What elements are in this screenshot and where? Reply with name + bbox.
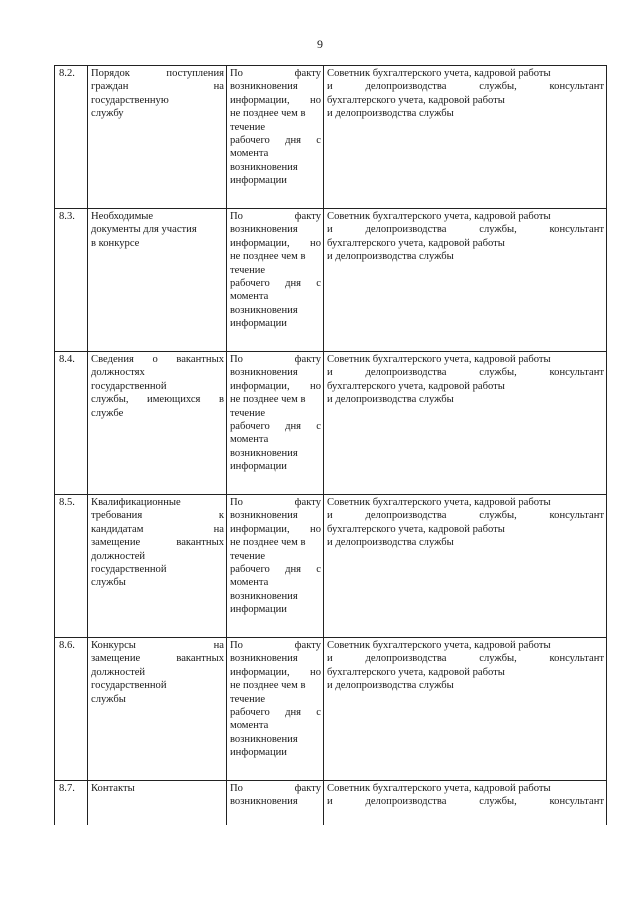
responsible-person [324,781,607,825]
publication-term-line: рабочего дня с [230,421,321,433]
publication-term-line: информации [230,461,287,473]
section-name-line: граждан на [91,81,224,93]
row-number: 8.4. [55,352,88,495]
responsible-person [324,495,607,638]
publication-term-line: не позднее чем в [230,251,306,263]
publication-term-line: возникновения [230,81,298,93]
publication-term-line: По факту [230,640,321,651]
section-name-line: Сведения о вакантных [91,354,224,365]
responsible-person-line: Советник бухгалтерского учета, кадровой работы [327,640,551,651]
publication-term-line: момента [230,434,269,446]
publication-term-line: информации, но [230,523,321,535]
responsible-person-line: и делопроизводства службы, консультант [327,510,604,522]
section-name [88,66,227,209]
table-row [55,209,607,352]
section-name-line: государственной [91,380,167,392]
responsible-person-line: и делопроизводства службы, консультант [327,367,604,379]
row-number: 8.2. [55,66,88,209]
publication-term-line: течение [230,407,266,419]
publication-term-line: течение [230,264,266,276]
table-row [55,781,607,825]
responsible-person-line: бухгалтерского учета, кадровой работы [327,380,505,392]
publication-term-line: информации [230,604,287,616]
publication-term-line: информации, но [230,666,321,678]
publication-term-line: возникновения [230,733,298,745]
publication-term-line: не позднее чем в [230,394,306,406]
publication-term-line: течение [230,550,266,562]
section-name-line: службы, имеющихся в [91,394,224,406]
publication-term-line: течение [230,693,266,705]
publication-term [227,495,324,638]
responsible-person-line: и делопроизводства службы [327,537,454,549]
responsible-person-line: и делопроизводства службы, консультант [327,653,604,665]
publication-term-line: течение [230,121,266,133]
section-name [88,781,227,825]
responsible-person-line: и делопроизводства службы [327,251,454,263]
info-table-body [55,66,607,825]
publication-term-line: возникновения [230,510,298,522]
publication-term-line: информации [230,318,287,330]
table-row [55,352,607,495]
publication-term-line: По факту [230,354,321,365]
page-number: 9 [317,37,323,51]
section-name-line: в конкурсе [91,237,140,249]
publication-term [227,638,324,781]
publication-term-line: рабочего дня с [230,564,321,576]
responsible-person-line: Советник бухгалтерского учета, кадровой работы [327,783,551,794]
publication-term-line: информации, но [230,237,321,249]
section-name-line: службы [91,577,126,589]
section-name-line: документы для участия [91,224,197,236]
responsible-person [324,66,607,209]
publication-term [227,209,324,352]
section-name-line: замещение вакантных [91,653,224,665]
info-table [54,65,607,825]
publication-term-line: не позднее чем в [230,108,306,120]
section-name [88,495,227,638]
table-row [55,638,607,781]
publication-term-line: рабочего дня с [230,278,321,290]
publication-term-line: По факту [230,783,321,794]
responsible-person [324,352,607,495]
publication-term-line: возникновения [230,447,298,459]
publication-term-line: информации, но [230,94,321,106]
publication-term-line: возникновения [230,161,298,173]
section-name [88,638,227,781]
publication-term-line: не позднее чем в [230,537,306,549]
responsible-person-line: Советник бухгалтерского учета, кадровой работы [327,497,551,508]
publication-term-line: возникновения [230,653,298,665]
section-name-line: Конкурсы на [91,640,224,651]
section-name-line: Квалификационные [91,497,181,508]
publication-term-line: момента [230,291,269,303]
section-name-line: должностей [91,666,146,678]
section-name [88,352,227,495]
row-number: 8.6. [55,638,88,781]
responsible-person-line: и делопроизводства службы, консультант [327,224,604,236]
responsible-person-line: и делопроизводства службы [327,680,454,692]
section-name-line: государственной [91,564,167,576]
publication-term-line: момента [230,720,269,732]
section-name-line: Контакты [91,783,135,794]
publication-term-line: момента [230,577,269,589]
row-number: 8.3. [55,209,88,352]
section-name-line: службе [91,407,124,419]
publication-term-line: информации [230,747,287,759]
publication-term-line: момента [230,148,269,160]
responsible-person-line: бухгалтерского учета, кадровой работы [327,237,505,249]
section-name-line: требования к [91,510,224,522]
section-name-line: замещение вакантных [91,537,224,549]
responsible-person-line: и делопроизводства службы, консультант [327,81,604,93]
responsible-person-line: бухгалтерского учета, кадровой работы [327,666,505,678]
publication-term-line: рабочего дня с [230,707,321,719]
responsible-person-line: и делопроизводства службы, консультант [327,796,604,808]
publication-term-line: возникновения [230,796,298,808]
table-row [55,495,607,638]
publication-term [227,781,324,825]
publication-term [227,66,324,209]
publication-term-line: не позднее чем в [230,680,306,692]
responsible-person-line: бухгалтерского учета, кадровой работы [327,523,505,535]
table-row [55,66,607,209]
publication-term-line: По факту [230,497,321,508]
responsible-person-line: бухгалтерского учета, кадровой работы [327,94,505,106]
section-name-line: должностей [91,550,146,562]
publication-term-line: возникновения [230,304,298,316]
row-number: 8.5. [55,495,88,638]
responsible-person-line: Советник бухгалтерского учета, кадровой работы [327,68,551,79]
responsible-person-line: и делопроизводства службы [327,394,454,406]
publication-term-line: По факту [230,68,321,79]
section-name-line: должностях [91,367,145,379]
responsible-person-line: и делопроизводства службы [327,108,454,120]
publication-term [227,352,324,495]
section-name-line: Порядок поступления [91,68,224,79]
publication-term-line: возникновения [230,224,298,236]
publication-term-line: По факту [230,211,321,222]
publication-term-line: возникновения [230,367,298,379]
publication-term-line: рабочего дня с [230,135,321,147]
section-name-line: государственную [91,94,169,106]
responsible-person-line: Советник бухгалтерского учета, кадровой работы [327,211,551,222]
section-name-line: службу [91,108,124,120]
publication-term-line: информации [230,175,287,187]
responsible-person [324,638,607,781]
publication-term-line: возникновения [230,590,298,602]
section-name [88,209,227,352]
section-name-line: государственной [91,680,167,692]
section-name-line: кандидатам на [91,523,224,535]
row-number: 8.7. [55,781,88,825]
section-name-line: службы [91,693,126,705]
section-name-line: Необходимые [91,211,154,222]
publication-term-line: информации, но [230,380,321,392]
responsible-person-line: Советник бухгалтерского учета, кадровой работы [327,354,551,365]
responsible-person [324,209,607,352]
